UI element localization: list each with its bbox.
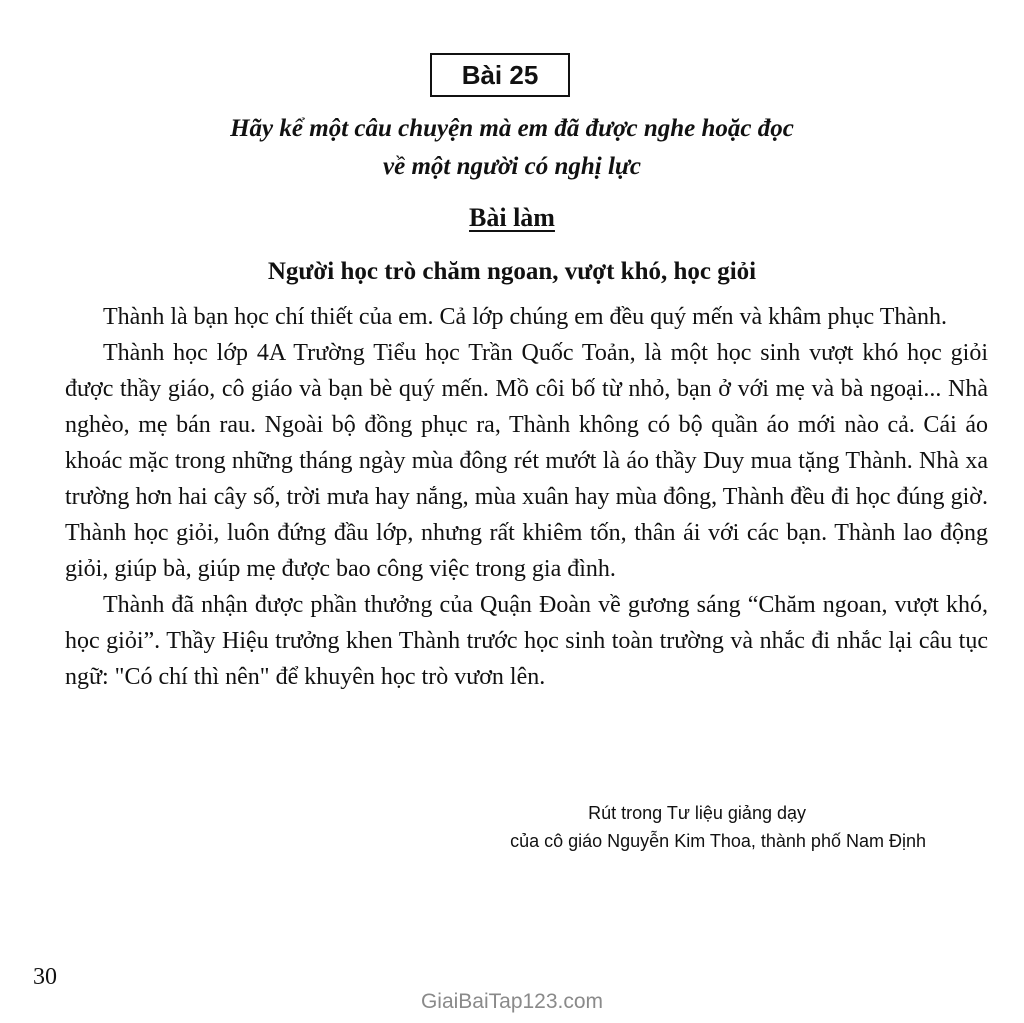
source-line-1: Rút trong Tư liệu giảng dạy	[588, 803, 806, 823]
prompt-line-1: Hãy kể một câu chuyện mà em đã được nghe hoặc đọc	[230, 115, 794, 142]
watermark: GiaiBaiTap123.com	[420, 990, 604, 1013]
paragraph-2: Thành học lớp 4A Trường Tiểu học Trần Quốc Toản, là một học sinh vượt khó học giỏi được thầy giáo, cô giáo và bạn bè quý mến. Mồ côi bố từ nhỏ, bạn ở với mẹ và bà ngoại... Nhà nghèo, mẹ bán rau. Ngoài bộ đồng phục ra, Thành không có bộ quần áo mới nào cả. Cái áo khoác mặc trong những tháng ngày mùa đông rét mướt là áo thầy Duy mua tặng Thành. Nhà xa trường hơn hai cây số, trời mưa hay nắng, mùa xuân hay mùa đông, Thành đều đi học đúng giờ. Thành học giỏi, luôn đứng đầu lớp, nhưng rất khiêm tốn, thân ái với các bạn. Thành lao động giỏi, giúp bà, giúp mẹ được bao công việc trong gia đình.	[65, 340, 988, 582]
paragraph-3: Thành đã nhận được phần thưởng của Quận Đoàn về gương sáng “Chăm ngoan, vượt khó, học giỏi”. Thầy Hiệu trưởng khen Thành trước học sinh toàn trường và nhắc đi nhắc lại câu tục ngữ: "Có chí thì nên" để khuyên học trò vươn lên.	[65, 592, 988, 690]
answer-heading	[40, 200, 984, 236]
source-line-2: của cô giáo Nguyễn Kim Thoa, thành phố Nam Định	[510, 831, 926, 851]
story-body	[65, 299, 988, 695]
story-title: Người học trò chăm ngoan, vượt khó, học giỏi	[267, 258, 757, 285]
lesson-label: Bài 25	[461, 59, 539, 90]
answer-heading-text: Bài làm	[469, 203, 555, 232]
lesson-label-box	[430, 53, 570, 97]
source-citation	[300, 799, 926, 855]
paragraph-1: Thành là bạn học chí thiết của em. Cả lớp chúng em đều quý mến và khâm phục Thành.	[103, 304, 948, 330]
prompt-line-2: về một người có nghị lực	[383, 153, 641, 180]
assignment-prompt	[40, 110, 984, 186]
page-number: 30	[33, 964, 57, 990]
